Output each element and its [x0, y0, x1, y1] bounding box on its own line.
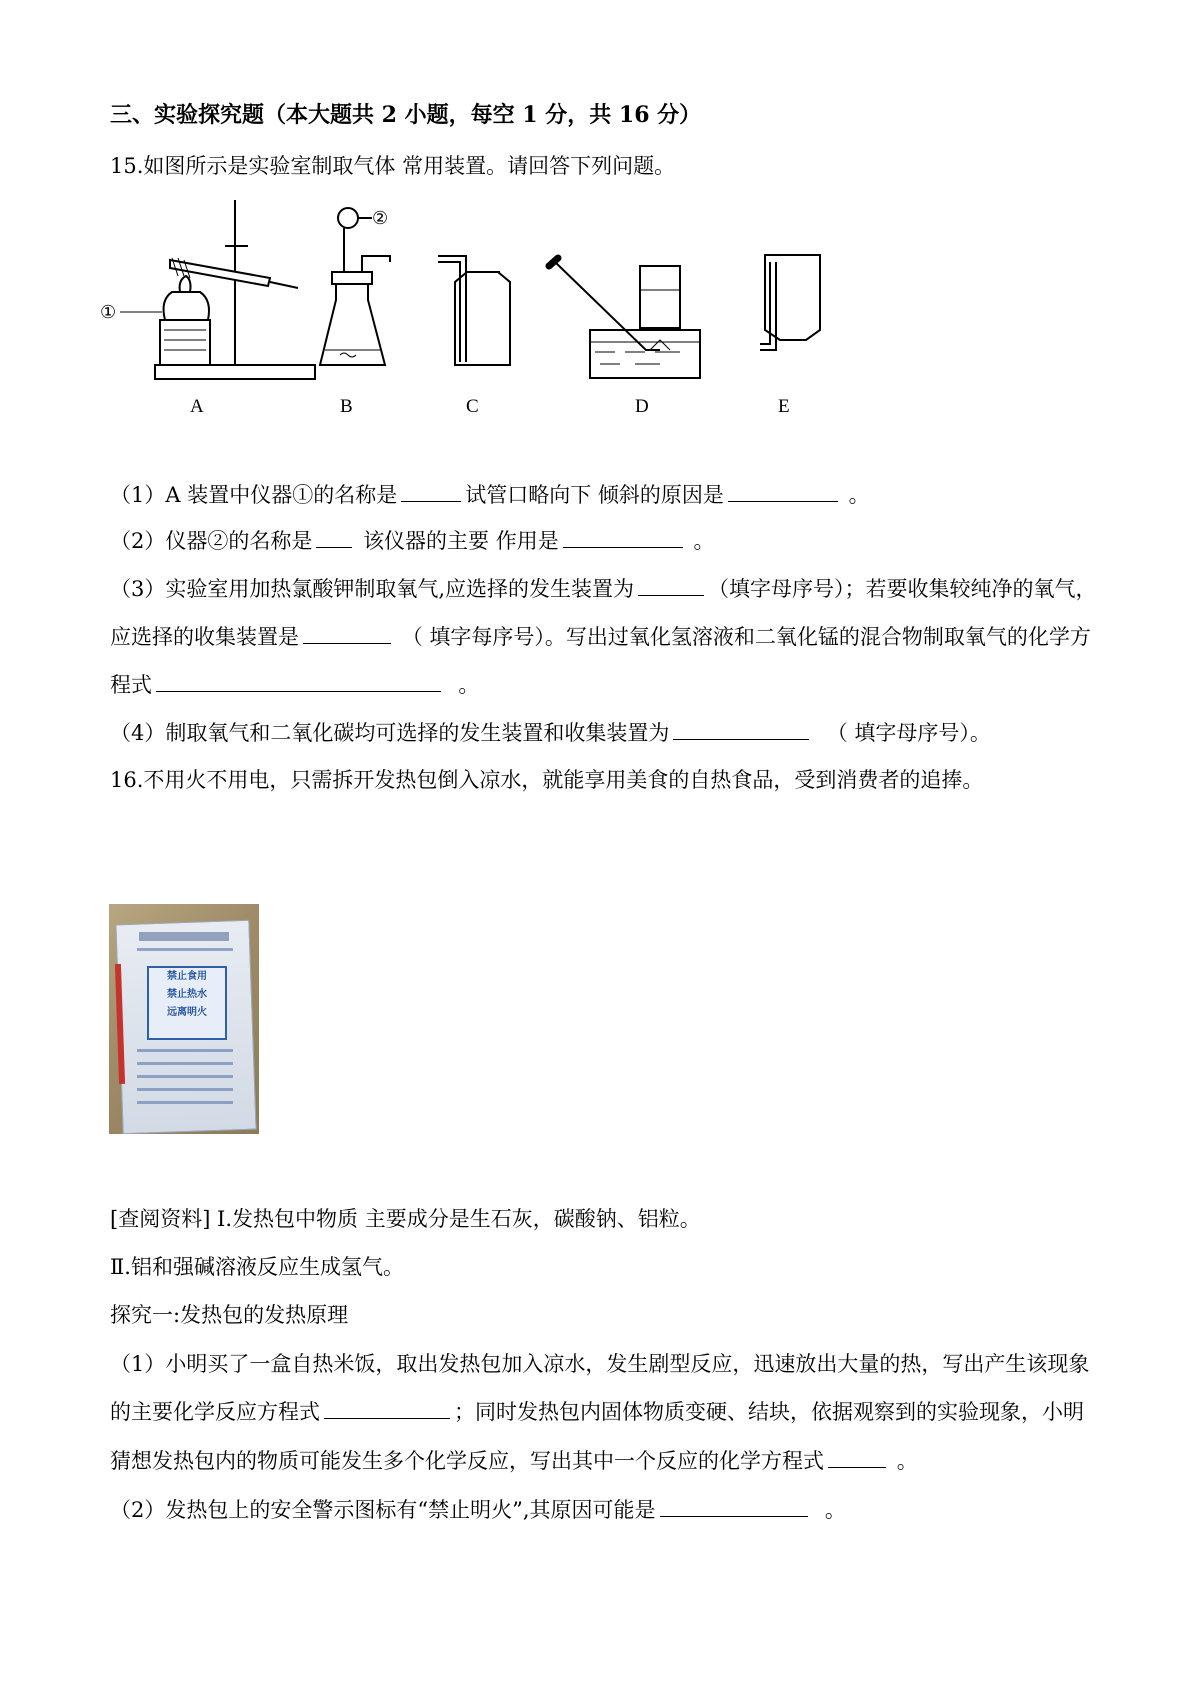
answer-blank[interactable] [828, 1447, 886, 1468]
label-e: E [778, 396, 790, 417]
answer-blank[interactable] [303, 623, 391, 644]
q15-part1: （1）A 装置中仪器①的名称是 试管口略向下 倾斜的原因是 。 [110, 483, 870, 507]
q15-stem: 15.如图所示是实验室制取气体 常用装置。请回答下列问题。 [110, 154, 676, 178]
pack-text-strip [137, 1101, 233, 1104]
label-circle-1: ① [100, 302, 117, 323]
q16-explore1: 探究一:发热包的发热原理 [110, 1303, 349, 1327]
warning-box [147, 966, 227, 1040]
warning-line-1: 禁止食用 [167, 971, 207, 982]
warning-line-3: 远离明火 [167, 1007, 207, 1018]
label-a: A [190, 396, 204, 417]
pack-text-strip [137, 1088, 233, 1091]
pack-text-strip [137, 1062, 233, 1065]
q16-info2: Ⅱ.铝和强碱溶液反应生成氢气。 [110, 1255, 404, 1279]
apparatus-b [320, 208, 390, 365]
label-b: B [340, 396, 353, 417]
pack-title-band [139, 932, 229, 941]
apparatus-e [760, 255, 820, 350]
q15-part4: （4）制取氧气和二氧化碳均可选择的发生装置和收集装置为 （ 填字母序号）。 [110, 721, 991, 745]
label-c: C [466, 396, 479, 417]
pack-text-strip [137, 1049, 233, 1052]
answer-blank[interactable] [638, 575, 704, 596]
section-heading: 三、实验探究题（本大题共 2 小题，每空 1 分，共 16 分） [110, 102, 702, 128]
answer-blank[interactable] [324, 1398, 450, 1419]
warning-line-2: 禁止热水 [167, 989, 207, 1000]
answer-blank[interactable] [660, 1496, 808, 1517]
heating-pack-photo [109, 904, 259, 1134]
pack-text-strip [137, 1075, 233, 1078]
q16-part1-line2: 的主要化学反应方程式 ；同时发热包内固体物质变硬、结块，依据观察到的实验现象，小明 [110, 1400, 1084, 1424]
q15-part3-line1: （3）实验室用加热氯酸钾制取氧气,应选择的发生装置为 （填字母序号）；若要收集较纯净的氧气， [110, 577, 1097, 601]
label-circle-2: ② [372, 208, 389, 229]
apparatus-a [155, 200, 315, 379]
apparatus-figure [100, 200, 920, 430]
answer-blank[interactable] [673, 719, 809, 740]
q16-stem: 16.不用火不用电，只需拆开发热包倒入凉水，就能享用美食的自热食品，受到消费者的追捧。 [110, 768, 984, 792]
answer-blank[interactable] [728, 481, 838, 502]
answer-blank[interactable] [563, 527, 683, 548]
apparatus-c [438, 256, 510, 365]
answer-blank[interactable] [401, 481, 461, 502]
q16-part2: （2）发热包上的安全警示图标有“禁止明火”,其原因可能是 。 [110, 1498, 846, 1522]
q15-part3-line2: 应选择的收集装置是 （ 填字每序号）。写出过氧化氢溶液和二氧化锰的混合物制取氧气的化学方 [110, 625, 1091, 649]
answer-blank[interactable] [156, 671, 441, 692]
q16-part1-line3: 猜想发热包内的物质可能发生多个化学反应，写出其中一个反应的化学方程式 。 [110, 1449, 918, 1473]
label-d: D [635, 396, 649, 417]
q16-info1: [查阅资料] I.发热包中物质 主要成分是生石灰，碳酸钠、铝粒。 [110, 1207, 701, 1231]
answer-blank[interactable] [316, 527, 352, 548]
q16-part1-line1: （1）小明买了一盒自热米饭，取出发热包加入凉水，发生剧型反应，迅速放出大量的热，写出产生该现象 [110, 1352, 1090, 1376]
apparatus-d [549, 258, 700, 378]
q15-part3-line3: 程式 。 [110, 673, 480, 697]
q15-part2: （2）仪器②的名称是 该仪器的主要 作用是 。 [110, 529, 715, 553]
pack-text-strip [137, 948, 233, 951]
